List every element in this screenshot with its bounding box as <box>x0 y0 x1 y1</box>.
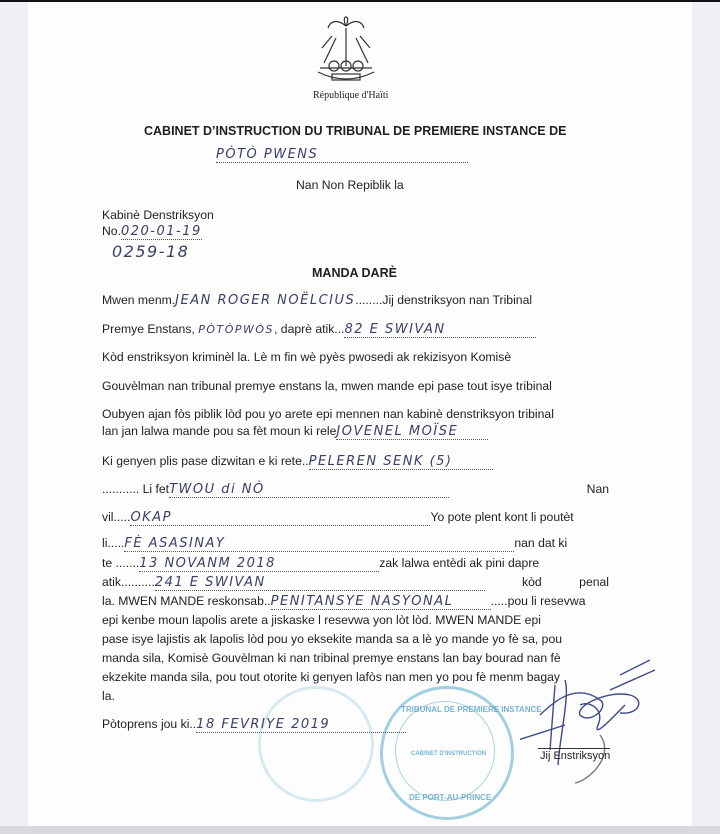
body-line-4: Gouvèlman nan tribunal premye enstans la, mwen mande epi pase tout isye tribinal <box>102 379 552 393</box>
document-header-title: CABINET D’INSTRUCTION DU TRIBUNAL DE PREMIERE INSTANCE DE <box>144 124 567 138</box>
seal-inner-text: CABINET D'INSTRUCTION <box>411 751 487 757</box>
case-number-label: No. <box>102 224 121 238</box>
seal-bottom-text: DE PORT-AU-PRINCE <box>409 793 492 802</box>
text: kòd <box>522 575 542 589</box>
body-line-3: Kòd enstriksyon kriminèl la. Lè m fin wè pyès pwosedi ak rekizisyon Komisè <box>102 350 512 364</box>
coat-of-arms-haiti-icon <box>306 8 386 88</box>
body-line-11 <box>102 556 539 572</box>
text: , daprè atik... <box>274 322 345 336</box>
penal-article: 241 E SWIVAN <box>155 575 485 591</box>
handwritten-signature-icon <box>520 655 660 785</box>
signing-place-date <box>102 717 406 733</box>
text: la. MWEN MANDE reskonsab.. <box>102 594 271 608</box>
signer-title: Jij Enstriksyon <box>540 750 611 762</box>
text: Nan <box>586 482 609 496</box>
body-line-18: la. <box>102 689 115 703</box>
prison: PENITANSYE NASYONAL <box>271 594 491 610</box>
text: ........... Li fet <box>102 482 170 496</box>
body-line-15: pase isye lajistis ak lapolis lòd pou yo eksekite manda sa a lè yo mande yo fè sa, pou <box>102 632 563 646</box>
in-name-of-republic: Nan Non Repiblik la <box>296 178 404 192</box>
body-line-2 <box>102 322 536 338</box>
residence: PELEREN SENK (5) <box>309 454 493 470</box>
text: atik.......... <box>102 575 155 589</box>
text: te ....... <box>102 556 140 570</box>
charge: FÈ ASASINAY <box>124 536 514 552</box>
text: nan dat ki <box>514 536 568 550</box>
text: Ki genyen plis pase dizwitan e ki rete.. <box>102 454 309 468</box>
case-number-value: 020-01-19 <box>120 224 202 239</box>
body-line-16: manda sila, Komisè Gouvèlman ki nan tribinal premye enstans lan bay bourad nan fè <box>102 651 561 665</box>
cabinet-label: Kabinè Denstriksyon <box>102 208 214 222</box>
body-line-8 <box>102 482 609 498</box>
body-line-12 <box>102 575 609 591</box>
text: .....pou li resevwa <box>490 594 586 608</box>
body-line-7 <box>102 454 493 470</box>
document-title: MANDA DARÈ <box>312 266 397 280</box>
text: Mwen menm. <box>102 293 176 307</box>
text: ........Jij denstriksyon nan Tribinal <box>355 293 533 307</box>
accused-name: JOVENEL MOÏSE <box>336 424 488 440</box>
city-of-birth: OKAP <box>130 510 430 526</box>
text: li..... <box>102 536 125 550</box>
official-seal-icon <box>258 686 374 802</box>
body-line-6 <box>102 424 488 440</box>
official-seal-icon <box>380 686 542 820</box>
judge-name: JEAN ROGER NOËLCIUS <box>175 293 356 308</box>
text: vil..... <box>102 510 131 524</box>
offense-date: 13 NOVANM 2018 <box>139 556 379 572</box>
body-line-17: ekzekite manda sila, pou tout otorite ki genyen lafòs nan men yo pou fè menm bagay <box>102 670 560 684</box>
seal-top-text: TRIBUNAL DE PREMIERE INSTANCE <box>401 705 542 714</box>
text: zak lalwa entèdi ak pini dapre <box>379 556 540 570</box>
republic-label: République d'Haïti <box>313 90 389 101</box>
text: penal <box>579 575 609 589</box>
tribunal-city-value: PÒTÒ PWENS <box>216 147 468 163</box>
procedure-article: 82 E SWIVAN <box>344 322 535 338</box>
case-number-row <box>102 224 202 240</box>
body-line-9 <box>102 510 574 526</box>
text: Pòtoprens jou ki.. <box>102 717 197 731</box>
bottom-border <box>0 826 720 834</box>
body-line-13 <box>102 594 585 610</box>
birthplace: TWOU di NÒ <box>169 482 449 498</box>
signature-line <box>538 748 610 749</box>
tribunal-city-field <box>216 145 468 163</box>
text: Yo pote plent kont li poutèt <box>430 510 574 524</box>
signed-date: 18 FEVRIYE 2019 <box>196 717 406 733</box>
body-line-5: Oubyen ajan fòs piblik lòd pou yo arete epi mennen nan kabinè denstriksyon tribinal <box>102 407 554 421</box>
text: Premye Enstans, <box>102 322 199 336</box>
text: lan jan lalwa mande pou sa fèt moun ki rele <box>102 424 337 438</box>
case-number-extra: 0259-18 <box>112 242 190 261</box>
body-line-10 <box>102 536 567 552</box>
court-city: PÒTÒPWÒS <box>198 323 275 336</box>
body-line-1 <box>102 293 532 308</box>
body-line-14: epi kenbe moun lapolis arete a jiskaske l resevwa yon lòt lòd. MWEN MANDE epi <box>102 613 541 627</box>
